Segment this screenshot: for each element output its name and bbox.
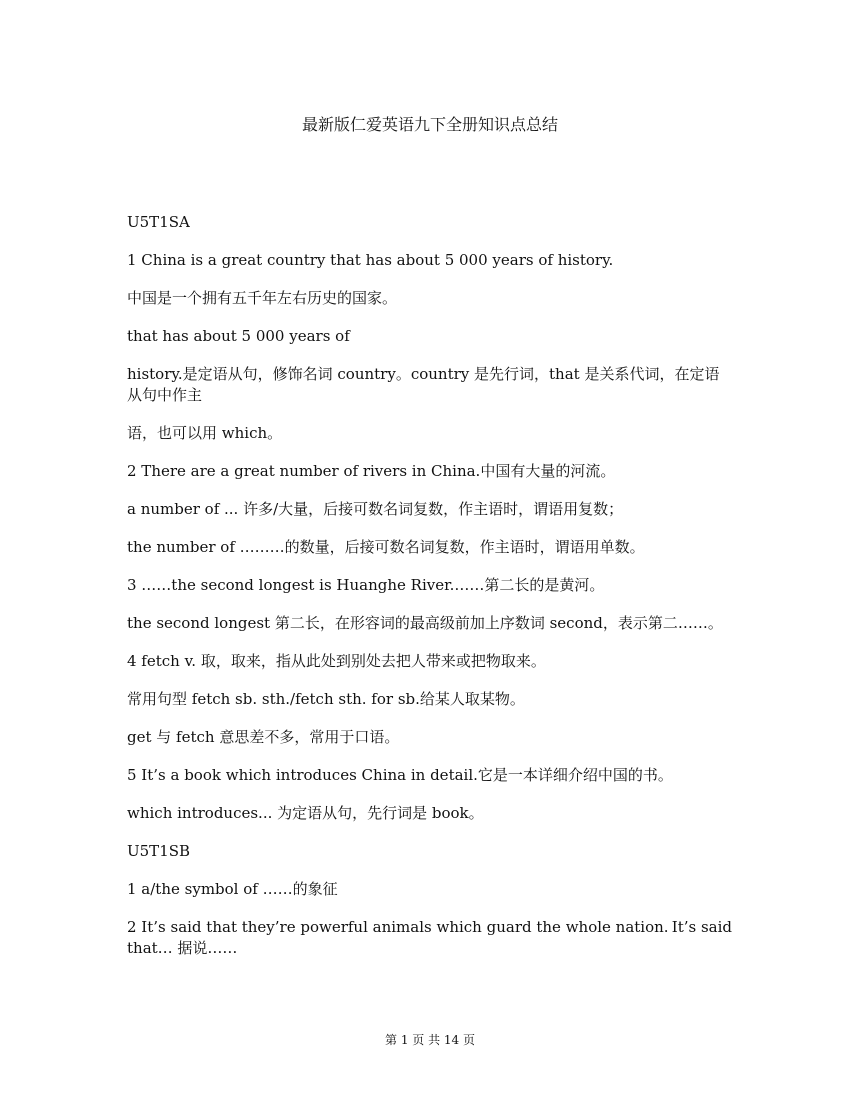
- paragraph: the second longest 第二长，在形容词的最高级前加上序数词 second，表示第二……。: [127, 614, 723, 632]
- paragraph: history.是定语从句，修饰名词 country。country 是先行词，that 是关系代词，在定语从句中作主: [127, 365, 720, 404]
- paragraph: the number of ………的数量，后接可数名词复数，作主语时，谓语用单数。: [127, 538, 645, 556]
- paragraph: that has about 5 000 years of: [127, 327, 350, 345]
- paragraph: 3 ……the second longest is Huanghe River.……第二长的是黄河。: [127, 576, 605, 594]
- heading-u5t1sb: U5T1SB: [127, 842, 191, 860]
- paragraph-last-line1: [127, 917, 732, 938]
- paragraph-last: [127, 917, 732, 959]
- paragraph: 1 China is a great country that has about 5 000 years of history.: [127, 251, 614, 269]
- paragraph: 语，也可以用 which。: [127, 424, 283, 442]
- paragraph: a number of ... 许多/大量，后接可数名词复数，作主语时，谓语用复数；: [127, 500, 624, 518]
- paragraph: 5 It’s a book which introduces China in detail.它是一本详细介绍中国的书。: [127, 766, 673, 784]
- paragraph-last-part1: 2 It’s said that they’re powerful animals which guard the whole nation.: [127, 918, 669, 936]
- paragraph: which introduces... 为定语从句，先行词是 book。: [127, 804, 484, 822]
- page-footer: 第 1 页 共 14 页: [385, 1033, 475, 1047]
- paragraph: get 与 fetch 意思差不多，常用于口语。: [127, 728, 400, 746]
- paragraph: 常用句型 fetch sb. sth./fetch sth. for sb.给某人取某物。: [127, 690, 525, 708]
- paragraph: 中国是一个拥有五千年左右历史的国家。: [127, 289, 398, 307]
- paragraph: 4 fetch v. 取，取来，指从此处到别处去把人带来或把物取来。: [127, 652, 546, 670]
- heading-u5t1sa: U5T1SA: [127, 213, 190, 231]
- paragraph-last-part3: that… 据说……: [127, 939, 238, 957]
- document-title: 最新版仁爱英语九下全册知识点总结: [301, 115, 558, 134]
- paragraph-last-part2: It’s said: [671, 918, 732, 936]
- paragraph: 2 There are a great number of rivers in China.中国有大量的河流。: [127, 462, 616, 480]
- paragraph: 1 a/the symbol of ……的象征: [127, 880, 338, 898]
- document-body: [127, 212, 732, 976]
